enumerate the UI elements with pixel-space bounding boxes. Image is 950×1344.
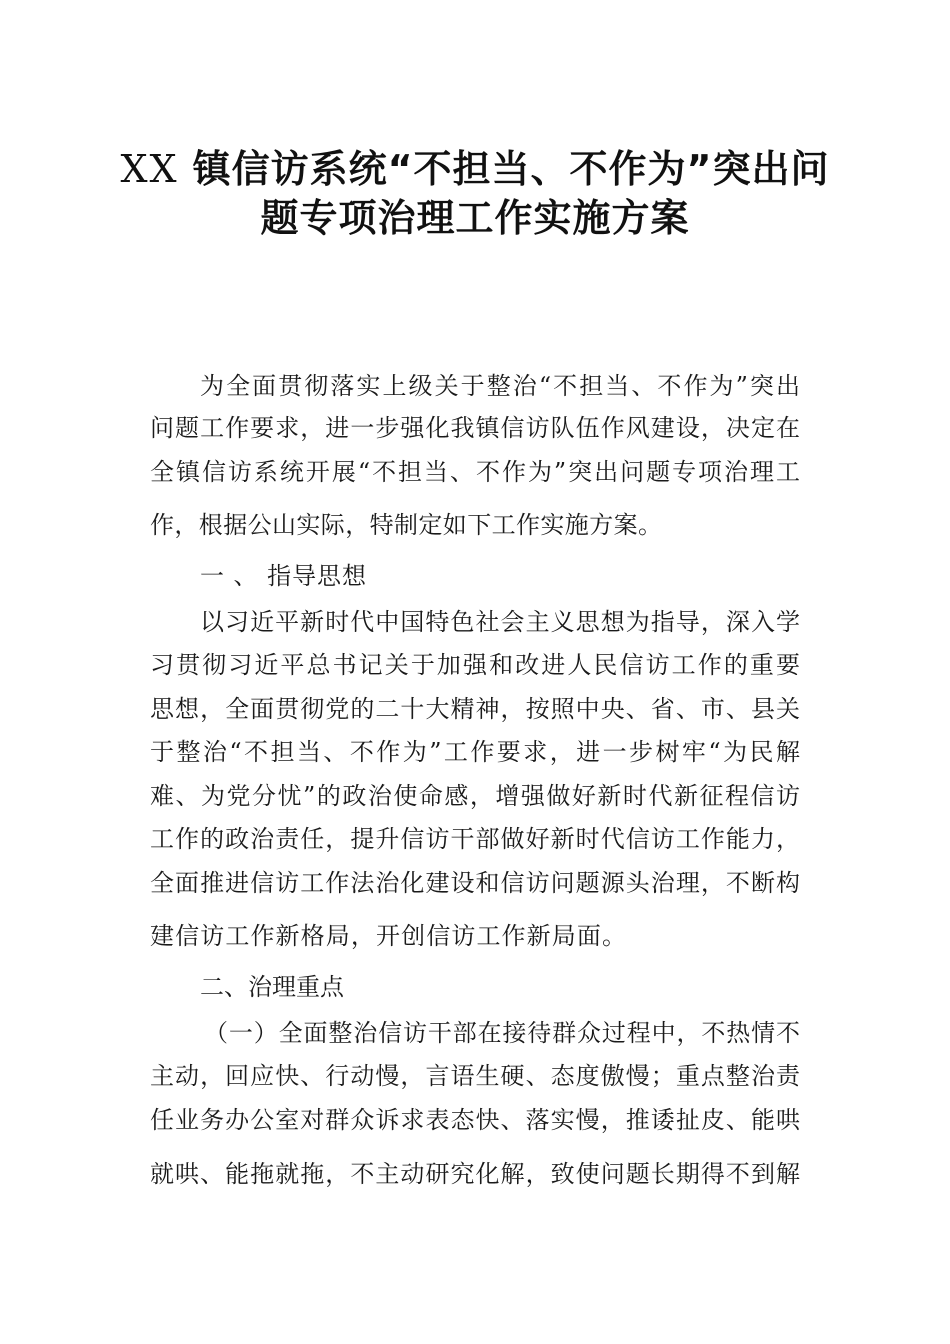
body-line: 问题工作要求，进一步强化我镇信访队伍作风建设，决定在 xyxy=(150,414,800,442)
body-line: 全镇信访系统开展“不担当、不作为”突出问题专项治理工 xyxy=(150,458,800,486)
title-text-1: 镇信访系统“不担当、不作为”突出问 xyxy=(192,147,830,191)
body-line: 于整治“不担当、不作为”工作要求，进一步树牢“为民解 xyxy=(150,738,800,766)
section-heading: 二、治理重点 xyxy=(200,973,344,1001)
body-line: （一）全面整治信访干部在接待群众过程中，不热情不 xyxy=(204,1019,800,1047)
document-title-line-1 xyxy=(0,138,950,193)
title-prefix: XX xyxy=(120,147,179,191)
section-heading: 一 、 指导思想 xyxy=(200,562,366,590)
body-line: 主动，回应快、行动慢，言语生硬、态度傲慢；重点整治责 xyxy=(150,1062,800,1090)
body-line: 难、为党分忧”的政治使命感，增强做好新时代新征程信访 xyxy=(150,782,800,810)
body-line: 为全面贯彻落实上级关于整治“不担当、不作为”突出 xyxy=(200,372,800,400)
body-line: 全面推进信访工作法治化建设和信访问题源头治理，不断构 xyxy=(150,869,800,897)
body-line: 建信访工作新格局，开创信访工作新局面。 xyxy=(150,922,626,950)
body-line: 工作的政治责任，提升信访干部做好新时代信访工作能力， xyxy=(150,825,800,853)
body-line: 以习近平新时代中国特色社会主义思想为指导，深入学 xyxy=(200,608,800,636)
document-title-line-2: 题专项治理工作实施方案 xyxy=(260,196,690,240)
body-line: 任业务办公室对群众诉求表态快、落实慢，推诿扯皮、能哄 xyxy=(150,1106,800,1134)
body-line: 思想，全面贯彻党的二十大精神，按照中央、省、市、县关 xyxy=(150,695,800,723)
body-line: 就哄、能拖就拖，不主动研究化解，致使问题长期得不到解 xyxy=(150,1160,800,1188)
body-line: 习贯彻习近平总书记关于加强和改进人民信访工作的重要 xyxy=(150,651,800,679)
body-line: 作，根据公山实际，特制定如下工作实施方案。 xyxy=(150,511,662,539)
